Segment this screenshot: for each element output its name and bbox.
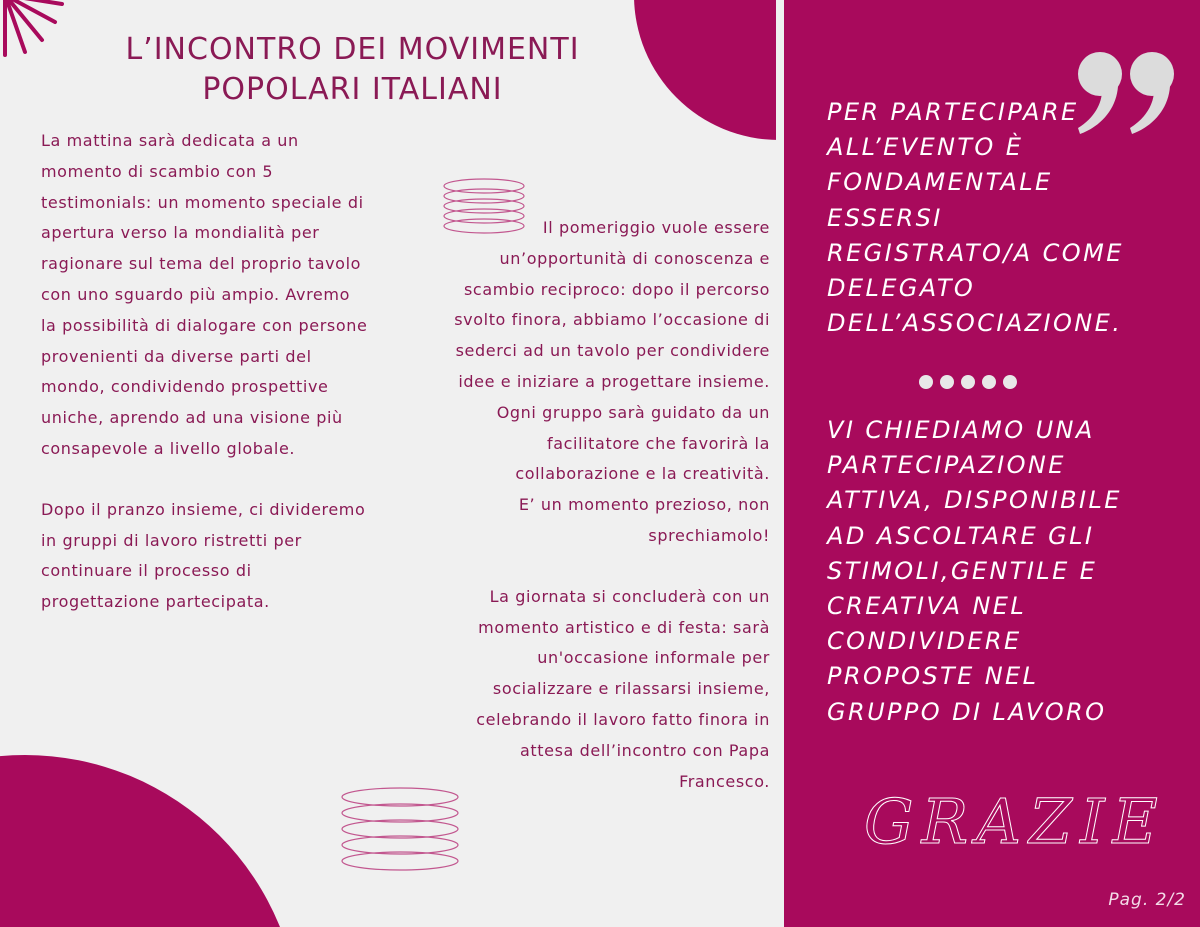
- afternoon-paragraph: Il pomeriggio vuole essere un’opportunità di conoscenza e scambio reciproco: dopo il percorso svolto finora, abbiamo l’occasione di sederci ad un tavolo per condividere idee e iniziare a progettare insieme. Ogni gruppo sarà guidato da un facilitatore che favorirà la collaborazione e la creatività. E’ un momento prezioso, non sprechiamolo!: [454, 218, 770, 545]
- rings-icon-bottom: [338, 785, 462, 873]
- left-text-column: [41, 126, 386, 618]
- closing-paragraph: La giornata si concluderà con un momento artistico e di festa: sarà un'occasione informale per socializzare e rilassarsi insieme, celebrando il lavoro fatto finora in attesa dell’incontro con Papa Francesco.: [476, 586, 770, 791]
- dots-icon: [919, 375, 1017, 389]
- sidebar-panel: [784, 0, 1200, 927]
- participation-notice: VI CHIEDIAMO UNA PARTECIPAZIONE ATTIVA, DISPONIBILE AD ASCOLTARE GLI STIMOLI,GENTILE E CREATIVA NEL CONDIVIDERE PROPOSTE NEL GRUPPO DI LAVORO: [827, 416, 1122, 726]
- thanks-text: GRAZIE: [864, 785, 1166, 858]
- decorative-circle-top: [634, 0, 780, 140]
- registration-notice: PER PARTECIPARE ALL’EVENTO È FONDAMENTALE ESSERSI REGISTRATO/A COME DELEGATO DELL’ASSOCIAZIONE.: [827, 98, 1124, 338]
- page-title: L’INCONTRO DEI MOVIMENTI POPOLARI ITALIANI: [125, 32, 580, 107]
- lunch-paragraph: Dopo il pranzo insieme, ci divideremo in gruppi di lavoro ristretti per continuare il processo di progettazione partecipata.: [41, 499, 366, 612]
- panel-divider: [776, 0, 784, 927]
- page-number: Pag. 2/2: [1108, 890, 1186, 910]
- morning-paragraph: La mattina sarà dedicata a un momento di scambio con 5 testimonials: un momento speciale di apertura verso la mondialità per ragionare sul tema del proprio tavolo con uno sguardo più ampio. Avremo la possibilità di dialogare con persone provenienti da diverse parti del mondo, condividendo prospettive uniche, aprendo ad una visione più consapevole a livello globale.: [41, 131, 368, 458]
- sunburst-icon: [0, 0, 70, 60]
- middle-text-column: [430, 213, 770, 797]
- decorative-circle-bottom: [0, 755, 300, 927]
